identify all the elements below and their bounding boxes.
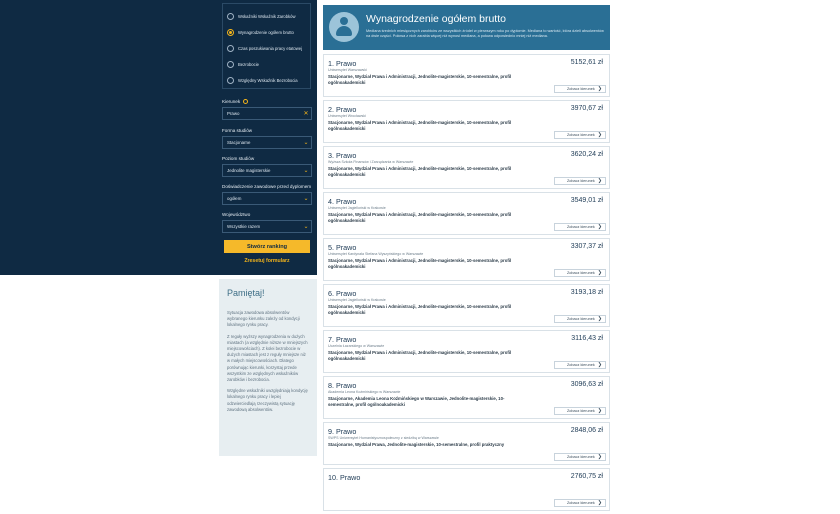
poziom-studiow-select[interactable]: Jednolite magisterskie ⌄ <box>222 164 312 177</box>
see-program-button[interactable] <box>554 177 606 185</box>
radio-option-bezrobocie[interactable]: Bezrobocie <box>227 58 259 70</box>
result-title: 6. Prawo <box>328 289 357 298</box>
result-card <box>323 54 610 97</box>
result-university: SWPS Uniwersytet Humanistycznospołeczny z siedzibą w Warszawie <box>328 436 439 440</box>
chevron-down-icon: ⌄ <box>303 196 309 202</box>
see-program-label: Zobacz kierunek <box>566 409 595 413</box>
filter-panel <box>0 0 317 275</box>
result-university: Uniwersytet Wrocławski <box>328 114 366 118</box>
chevron-down-icon: ⌄ <box>303 168 309 174</box>
wojewodztwo-label: Województwo <box>222 212 251 217</box>
remember-paragraph: Sytuacja zawodowa absolwentów wybranego kierunku zależy od kondycji lokalnego rynku pracy. <box>227 310 300 328</box>
result-title: 1. Prawo <box>328 59 357 68</box>
results-list <box>323 54 610 514</box>
result-salary: 3549,01 zł <box>570 197 603 204</box>
see-program-label: Zobacz kierunek <box>566 317 595 321</box>
chevron-right-icon: ❯ <box>597 270 602 276</box>
chevron-right-icon: ❯ <box>597 500 602 506</box>
see-program-button[interactable] <box>554 131 606 139</box>
chevron-right-icon: ❯ <box>597 178 602 184</box>
poziom-studiow-label: Poziom studiów <box>222 156 255 161</box>
result-details: Stacjonarne, Wydział Prawa i Administracji, Jednolite-magisterskie, 10-semestralne, profil ogólnoakademicki <box>328 258 512 269</box>
radio-option-wskaznik-zarobkow[interactable]: Wskaźniki Wskaźnik Zarobków <box>227 10 295 22</box>
forma-studiow-select[interactable]: Stacjonarne ⌄ <box>222 136 312 149</box>
result-details: Stacjonarne, Akademia Leona Koźmińskiego w Warszawie, Jednolite-magisterskie, 10-semestralne, profil ogólnoakademicki <box>328 396 505 407</box>
result-details: Stacjonarne, Wydział Prawa i Administracji, Jednolite-magisterskie, 10-semestralne, profil ogólnoakademicki <box>328 350 512 361</box>
chevron-right-icon: ❯ <box>597 408 602 414</box>
result-title: 9. Prawo <box>328 427 357 436</box>
see-program-button[interactable] <box>554 407 606 415</box>
result-title: 10. Prawo <box>328 473 361 482</box>
radio-option-wzgledny-bezrobocie[interactable]: Względny Wskaźnik Bezrobocia <box>227 74 298 86</box>
result-title: 2. Prawo <box>328 105 357 114</box>
see-program-button[interactable] <box>554 361 606 369</box>
result-details: Stacjonarne, Wydział Prawa i Administracji, Jednolite-magisterskie, 10-semestralne, profil ogólnoakademicki <box>328 120 512 131</box>
result-details: Stacjonarne, Wydział Prawa, Jednolite-magisterskie, 10-semestralne, profil praktyczny <box>328 442 505 447</box>
result-university: Wyższa Szkoła Finansów i Zarządzania w Warszawie <box>328 160 414 164</box>
result-university: Akademia Leona Koźmińskiego w Warszawie <box>328 390 401 394</box>
see-program-button[interactable] <box>554 85 606 93</box>
result-university: Uniwersytet Kardynała Stefana Wyszyńskiego w Warszawie <box>328 252 424 256</box>
result-card <box>323 146 610 189</box>
doswiadczenie-select[interactable]: ogółem ⌄ <box>222 192 312 205</box>
see-program-label: Zobacz kierunek <box>566 179 595 183</box>
result-salary: 3620,24 zł <box>570 151 603 158</box>
radio-option-czas-poszukiwania[interactable]: Czas poszukiwania pracy etatowej <box>227 42 302 54</box>
see-program-label: Zobacz kierunek <box>566 87 595 91</box>
see-program-label: Zobacz kierunek <box>566 225 595 229</box>
result-card <box>323 422 610 465</box>
kierunek-label: Kierunek <box>222 99 248 104</box>
result-card <box>323 468 610 511</box>
chevron-right-icon: ❯ <box>597 454 602 460</box>
result-title: 8. Prawo <box>328 381 357 390</box>
result-details: Stacjonarne, Wydział Prawa i Administracji, Jednolite-magisterskie, 10-semestralne, profil ogólnoakademicki <box>328 304 512 315</box>
result-university: Uniwersytet Jagielloński w Krakowie <box>328 298 386 302</box>
result-salary: 3307,37 zł <box>570 243 603 250</box>
result-title: 7. Prawo <box>328 335 357 344</box>
result-salary: 3193,18 zł <box>570 289 603 296</box>
radio-circle-icon <box>227 13 234 20</box>
see-program-label: Zobacz kierunek <box>566 271 595 275</box>
doswiadczenie-label: Doświadczenie zawodowe przed dyplomem <box>222 184 312 189</box>
see-program-label: Zobacz kierunek <box>566 455 595 459</box>
results-title: Wynagrodzenie ogółem brutto <box>366 13 506 25</box>
result-card <box>323 238 610 281</box>
result-university: Uczelnia Łazarskiego w Warszawie <box>328 344 385 348</box>
radio-circle-icon <box>227 45 234 52</box>
result-details: Stacjonarne, Wydział Prawa i Administracji, Jednolite-magisterskie, 10-semestralne, profil ogólnoakademicki <box>328 212 512 223</box>
result-card <box>323 192 610 235</box>
result-card <box>323 284 610 327</box>
result-card <box>323 330 610 373</box>
result-salary: 3096,63 zł <box>570 381 603 388</box>
see-program-button[interactable] <box>554 499 606 507</box>
remember-box <box>219 279 317 456</box>
see-program-button[interactable] <box>554 269 606 277</box>
result-title: 4. Prawo <box>328 197 357 206</box>
chevron-right-icon: ❯ <box>597 316 602 322</box>
see-program-label: Zobacz kierunek <box>566 501 595 505</box>
result-university: Uniwersytet Warszawski <box>328 68 367 72</box>
chevron-right-icon: ❯ <box>597 86 602 92</box>
graduate-icon <box>329 12 359 42</box>
result-card <box>323 376 610 419</box>
result-salary: 5152,61 zł <box>570 59 603 66</box>
result-salary: 3116,43 zł <box>571 335 603 342</box>
clear-icon[interactable]: ✕ <box>303 111 309 117</box>
radio-checked-icon <box>227 29 234 36</box>
chevron-right-icon: ❯ <box>597 224 602 230</box>
see-program-button[interactable] <box>554 223 606 231</box>
forma-studiow-label: Forma studiów <box>222 128 253 133</box>
radio-circle-icon <box>227 61 234 68</box>
chevron-down-icon: ⌄ <box>303 140 309 146</box>
chevron-right-icon: ❯ <box>597 362 602 368</box>
remember-paragraph: Z reguły wyższy wynagrodzenia w dużych miastach (a względnie niższe w mniejszych miejscowościach). Z kolei bezrobocie w dużych miastach jest z reguły mniejsze niż w małych miejscowościach. Dlatego porównując kierunki, korzystaj przede wszystkim ze względnych wskaźników zarobków i bezrobocia. <box>227 333 308 383</box>
result-salary: 3970,67 zł <box>570 105 603 112</box>
indicator-radio-group <box>222 3 311 89</box>
result-card <box>323 100 610 143</box>
radio-circle-icon <box>227 77 234 84</box>
create-ranking-button[interactable]: Stwórz ranking <box>224 240 310 253</box>
result-details: Stacjonarne, Wydział Prawa i Administracji, Jednolite-magisterskie, 10-semestralne, profil ogólnoakademicki <box>328 74 512 85</box>
kierunek-input[interactable]: Prawo ✕ <box>222 107 312 120</box>
results-description: Mediana średnich miesięcznych zarobków ze wszystkich źródeł w pierwszym roku po dyplomie. Mediana to wartość, która dzieli absolwentów na dwie części. Połowa z nich zarabia więcej niż wynosi mediana, a połowa odpowiednio mniej niż mediana. <box>366 29 604 39</box>
radio-option-wynagrodzenie[interactable]: Wynagrodzenie ogółem brutto <box>227 26 294 38</box>
see-program-label: Zobacz kierunek <box>566 133 595 137</box>
see-program-button[interactable] <box>554 315 606 323</box>
results-header <box>323 5 610 50</box>
result-title: 5. Prawo <box>328 243 357 252</box>
result-details: Stacjonarne, Wydział Prawa i Administracji, Jednolite-magisterskie, 10-semestralne, profil ogólnoakademicki <box>328 166 512 177</box>
see-program-button[interactable] <box>554 453 606 461</box>
result-salary: 2848,06 zł <box>570 427 603 434</box>
info-icon[interactable] <box>243 99 248 104</box>
result-title: 3. Prawo <box>328 151 357 160</box>
reset-form-link[interactable]: Zresetuj formularz <box>244 258 290 264</box>
remember-paragraph: Względne wskaźniki uwzględniają kondycję lokalnego rynku pracy i lepiej odzwierciedlają rzeczywistą sytuację zawodową absolwentów. <box>227 388 308 412</box>
see-program-label: Zobacz kierunek <box>566 363 595 367</box>
chevron-right-icon: ❯ <box>597 132 602 138</box>
chevron-down-icon: ⌄ <box>303 224 309 230</box>
wojewodztwo-select[interactable]: Wszystkie razem ⌄ <box>222 220 312 233</box>
remember-title: Pamiętaj! <box>227 288 265 298</box>
result-salary: 2760,75 zł <box>570 473 603 480</box>
result-university: Uniwersytet Jagielloński w Krakowie <box>328 206 386 210</box>
